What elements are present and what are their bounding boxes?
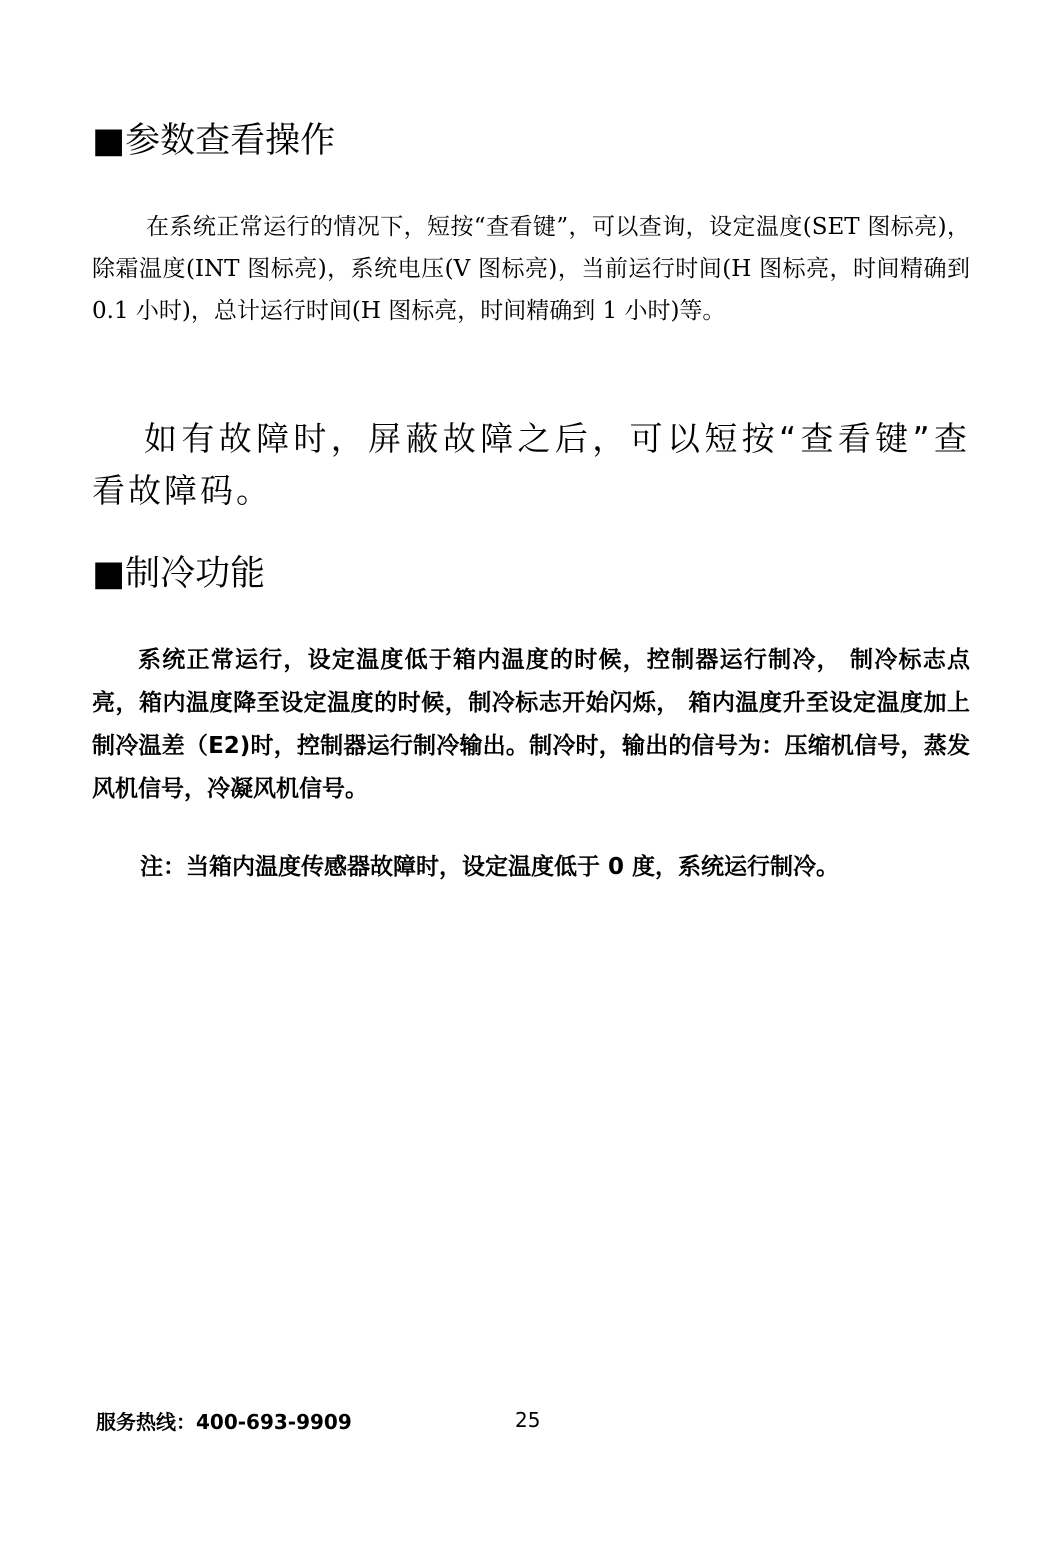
parameter-view-paragraph: 在系统正常运行的情况下，短按“查看键”，可以查询，设定温度(SET 图标亮)，除霜温度(INT 图标亮)，系统电压(V 图标亮)，当前运行时间(H 图标亮，时间精确到 0.1 小时)，总计运行时间(H 图标亮，时间精确到 1 小时)等。: [92, 214, 970, 324]
service-hotline: 服务热线：400-693-9909: [96, 1410, 352, 1434]
section-heading-cooling-function: ■制冷功能: [92, 554, 266, 594]
cooling-function-paragraph: 系统正常运行，设定温度低于箱内温度的时候，控制器运行制冷， 制冷标志点亮，箱内温度降至设定温度的时候，制冷标志开始闪烁， 箱内温度升至设定温度加上制冷温差（E2)时，控制器运行制冷输出。制冷时，输出的信号为：压缩机信号，蒸发风机信号，冷凝风机信号。: [92, 647, 970, 802]
section-heading-parameter-view: ■参数查看操作: [92, 121, 336, 161]
page-number: 25: [515, 1408, 541, 1432]
cooling-note: 注：当箱内温度传感器故障时，设定温度低于 0 度，系统运行制冷。: [140, 854, 840, 880]
fault-code-paragraph: 如有故障时，屏蔽故障之后，可以短按“查看键”查看故障码。: [92, 419, 970, 510]
